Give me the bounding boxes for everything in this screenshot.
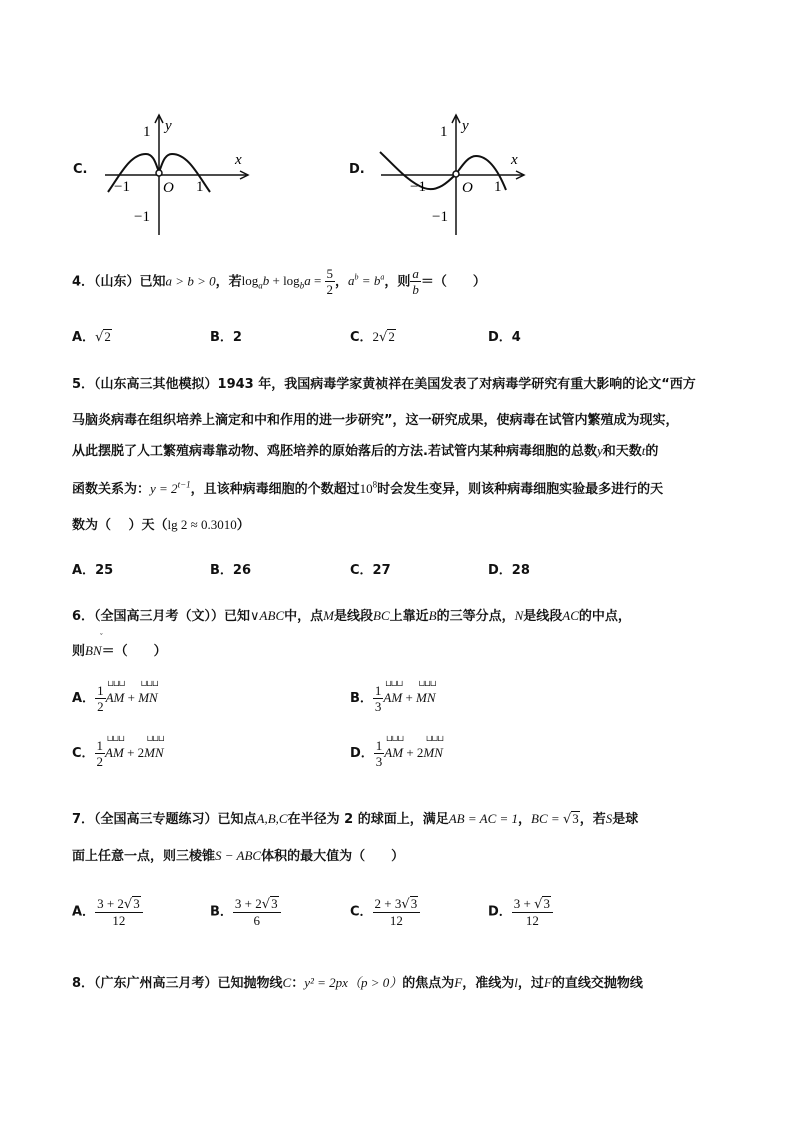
graph-option-c — [70, 110, 310, 240]
q8-line-1: 8．（广东广州高三月考）已知抛物线C：y² = 2px（p > 0）的焦点为F，准线为l，过F的直线交抛物线 — [72, 975, 643, 991]
graph-c-tick-x-neg: −1 — [114, 179, 130, 195]
q7-option-b[interactable]: B． $\frac{3 + 2√3}{6}$ — [210, 896, 281, 928]
graph-option-d — [346, 110, 586, 240]
q4-eq-frac: $\frac{5}{2}$ — [326, 266, 334, 298]
q4-options — [72, 326, 672, 346]
graph-d-tick-y-pos: 1 — [440, 124, 448, 140]
graph-c-axis-y: y — [165, 118, 172, 134]
q4-option-a[interactable]: A．√2 — [72, 329, 111, 345]
q6-option-c[interactable]: C． $\frac{1}{2}$ ⊔⊔⊔ AM + 2 ⊔⊔⊔ MN — [72, 734, 164, 769]
q7-option-c[interactable]: C． $\frac{2 + 3√3}{12}$ — [350, 896, 420, 928]
graph-c-plot — [100, 110, 250, 240]
graph-d-plot — [376, 110, 526, 240]
q6-option-a[interactable]: A． $\frac{1}{2}$ ⊔⊔⊔ AM + ⊔⊔⊔ MN — [72, 679, 158, 714]
graph-c-label: C. — [73, 162, 88, 177]
graph-d-tick-y-neg: −1 — [432, 209, 448, 225]
graph-c-tick-y-neg: −1 — [134, 209, 150, 225]
q6-option-b[interactable]: B． $\frac{1}{3}$ ⊔⊔⊔ AM + ⊔⊔⊔ MN — [350, 679, 436, 714]
graph-d-label: D. — [349, 162, 365, 177]
q7-line-2: 面上任意一点，则三棱锥S − ABC体积的最大值为（ ） — [72, 848, 405, 864]
graph-d-axis-y: y — [462, 118, 469, 134]
q7-option-d[interactable]: D． $\frac{3 + √3}{12}$ — [488, 896, 553, 928]
q5-line-2: 马脑炎病毒在组织培养上滴定和中和作用的进一步研究”，这一研究成果，使病毒在试管内繁殖成为现实， — [72, 413, 679, 428]
q5-option-a[interactable]: A．25 — [72, 563, 114, 578]
graph-d-tick-x-neg: −1 — [410, 179, 426, 195]
q5-option-b[interactable]: B．26 — [210, 563, 252, 578]
q5-line-1: 5．（山东高三其他模拟）1943 年，我国病毒学家黄祯祥在美国发表了对病毒学研究有重大影响的论文“西方 — [72, 377, 696, 392]
q7-option-a[interactable]: A． $\frac{3 + 2√3}{12}$ — [72, 896, 143, 928]
q4-pow-eq: $a^b = b^a$ — [348, 273, 385, 289]
graph-c-tick-x-pos: 1 — [196, 179, 204, 195]
q5-option-d[interactable]: D．28 — [488, 563, 530, 578]
q6-option-d[interactable]: D． $\frac{1}{3}$ ⊔⊔⊔ AM + 2 ⊔⊔⊔ MN — [350, 734, 443, 769]
q4-option-c[interactable]: C．2√2 — [350, 329, 395, 345]
graph-d-curve — [380, 152, 506, 190]
graph-c-origin: O — [163, 180, 174, 196]
q7-line-1: 7．（全国高三专题练习）已知点A,B,C在半径为 2 的球面上，满足AB = AC = 1，BC = √3，若S是球 — [72, 811, 639, 827]
q4-ask-frac: $\frac{a}{b}$ — [412, 266, 419, 298]
q4-log-expr: $\log_ab + \log_ba$ = — [241, 273, 325, 291]
q5-options — [72, 559, 672, 579]
graph-d-tick-x-pos: 1 — [494, 179, 502, 195]
q6-vector-bn: ˇ BN — [85, 632, 102, 658]
q4-option-b[interactable]: B．2 — [210, 330, 242, 345]
q5-line-4: 函数关系为：$y = 2^{t-1}$，且该种病毒细胞的个数超过$10^8$时会发生变异，则该种病毒细胞实验最多进行的天 — [72, 479, 664, 497]
q6-line-1: 6．（全国高三月考（文））已知∨ABC中，点M是线段BC上靠近B的三等分点，N是线段AC的中点， — [72, 608, 631, 624]
q5-line-5: 数为（ ）天（lg 2 ≈ 0.3010） — [72, 517, 250, 533]
graph-c-axis-x: x — [235, 152, 242, 168]
graph-d-axis-x: x — [511, 152, 518, 168]
q4-option-d[interactable]: D．4 — [488, 330, 521, 345]
q4-stem: 4．（山东）已知a > b > 0，若$\log_ab + \log_ba$ = $\frac{5}{2}$ ，$a^b = b^a$，则 $\frac{a}{b}$ ＝（ ） — [72, 266, 486, 298]
graph-c-tick-y-pos: 1 — [143, 124, 151, 140]
q5-line-3: 从此摆脱了人工繁殖病毒靠动物、鸡胚培养的原始落后的方法.若试管内某种病毒细胞的总数y和天数t的 — [72, 443, 659, 459]
q6-line-2: 则 ˇ BN＝（ ） — [72, 632, 167, 659]
graph-d-origin: O — [462, 180, 473, 196]
q5-option-c[interactable]: C．27 — [350, 563, 391, 578]
